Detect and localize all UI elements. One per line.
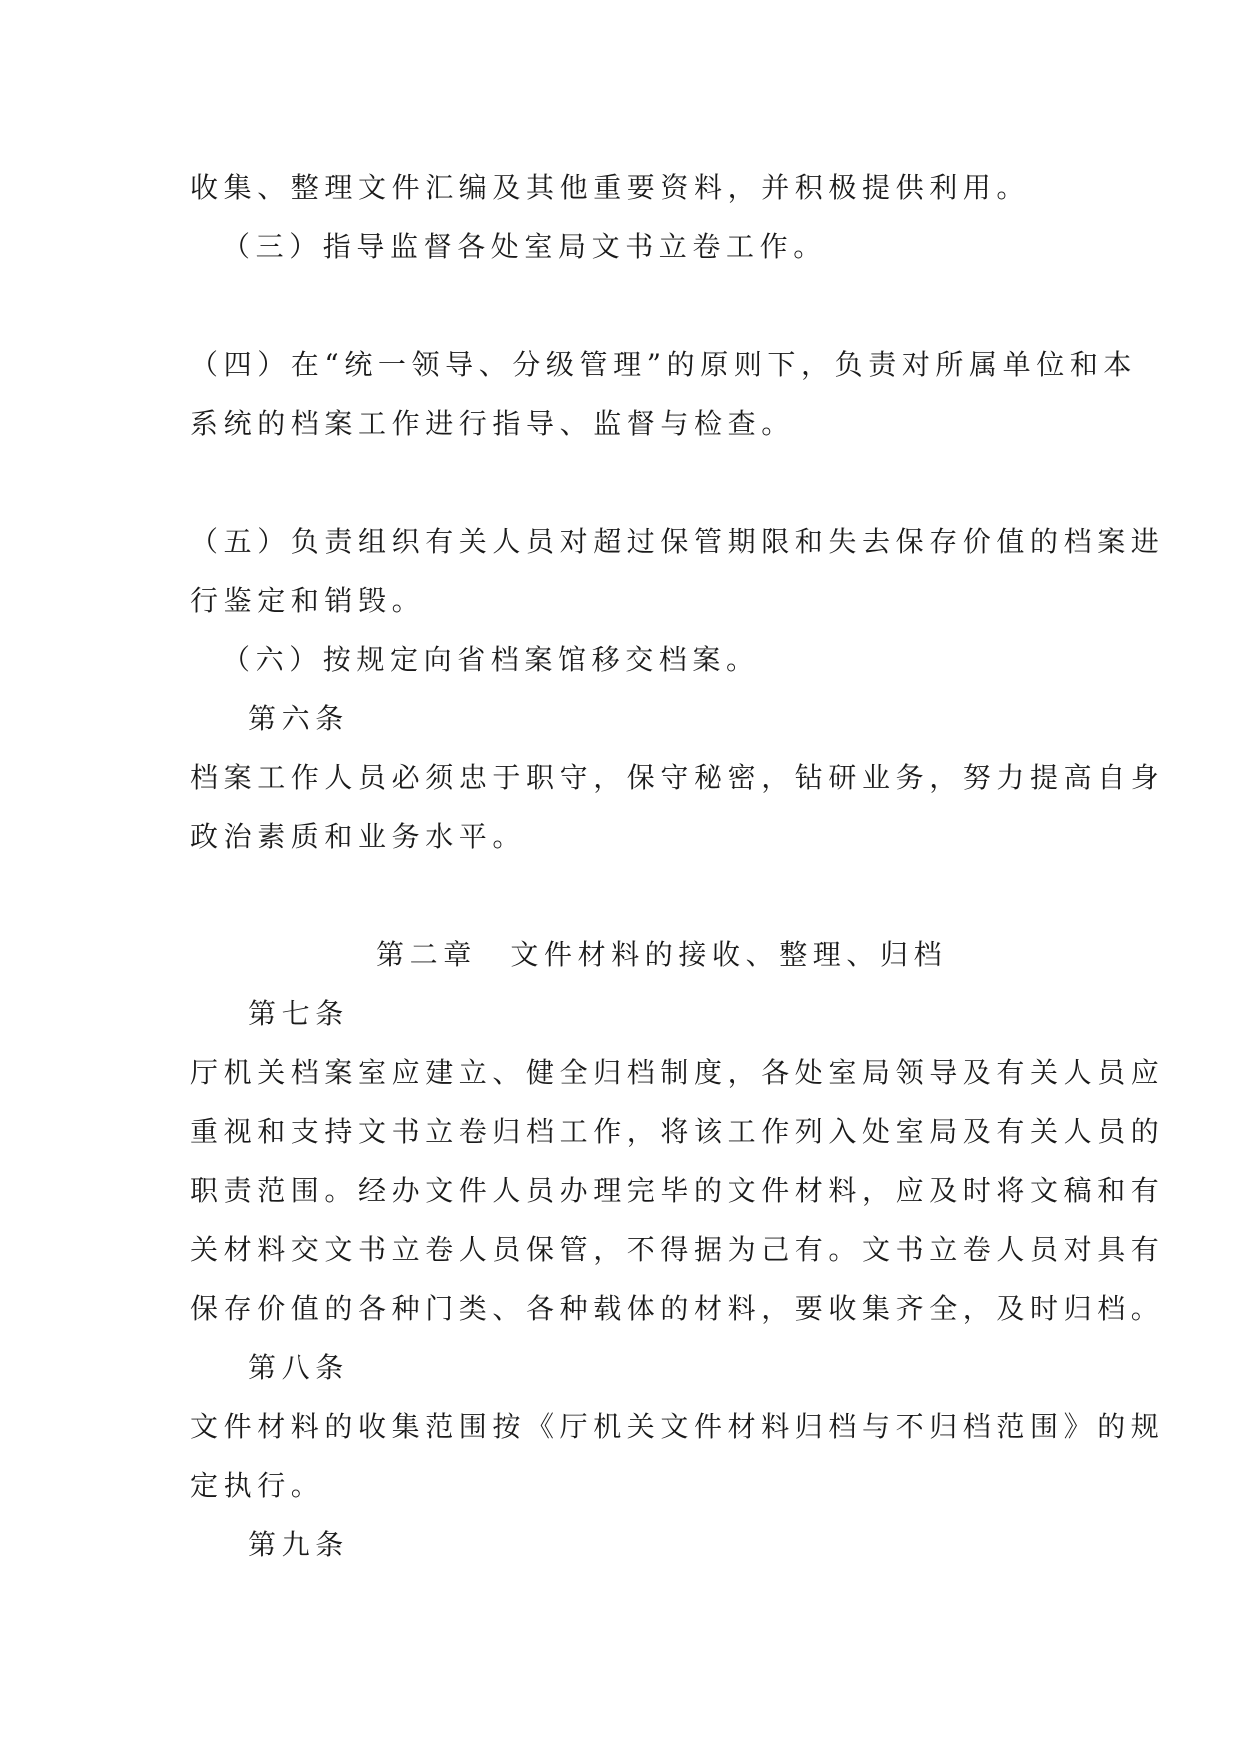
- paragraph-line: 保存价值的各种门类、各种载体的材料，要收集齐全，及时归档。: [190, 1292, 1165, 1325]
- paragraph-line: （三）指导监督各处室局文书立卷工作。: [222, 230, 827, 263]
- paragraph-line: （四）在“统一领导、分级管理”的原则下，负责对所属单位和本: [190, 348, 1138, 381]
- paragraph-line: （六）按规定向省档案馆移交档案。: [222, 643, 760, 676]
- paragraph-line: 职责范围。经办文件人员办理完毕的文件材料，应及时将文稿和有: [190, 1174, 1165, 1207]
- paragraph-line: 收集、整理文件汇编及其他重要资料，并积极提供利用。: [190, 171, 1031, 204]
- article-heading: 第九条: [248, 1528, 349, 1561]
- paragraph-line: 文件材料的收集范围按《厅机关文件材料归档与不归档范围》的规: [190, 1410, 1165, 1443]
- article-heading: 第六条: [248, 702, 349, 735]
- paragraph-line: 厅机关档案室应建立、健全归档制度，各处室局领导及有关人员应: [190, 1056, 1165, 1089]
- chapter-heading: 第二章 文件材料的接收、整理、归档: [376, 938, 948, 971]
- paragraph-line: 档案工作人员必须忠于职守，保守秘密，钻研业务，努力提高自身: [190, 761, 1165, 794]
- paragraph-line: 关材料交文书立卷人员保管，不得据为己有。文书立卷人员对具有: [190, 1233, 1165, 1266]
- paragraph-line: 政治素质和业务水平。: [190, 820, 527, 853]
- paragraph-line: 系统的档案工作进行指导、监督与检查。: [190, 407, 795, 440]
- paragraph-line: 定执行。: [190, 1469, 325, 1502]
- paragraph-line: （五）负责组织有关人员对超过保管期限和失去保存价值的档案进: [190, 525, 1165, 558]
- article-heading: 第八条: [248, 1351, 349, 1384]
- article-heading: 第七条: [248, 997, 349, 1030]
- paragraph-line: 重视和支持文书立卷归档工作，将该工作列入处室局及有关人员的: [190, 1115, 1165, 1148]
- paragraph-line: 行鉴定和销毁。: [190, 584, 426, 617]
